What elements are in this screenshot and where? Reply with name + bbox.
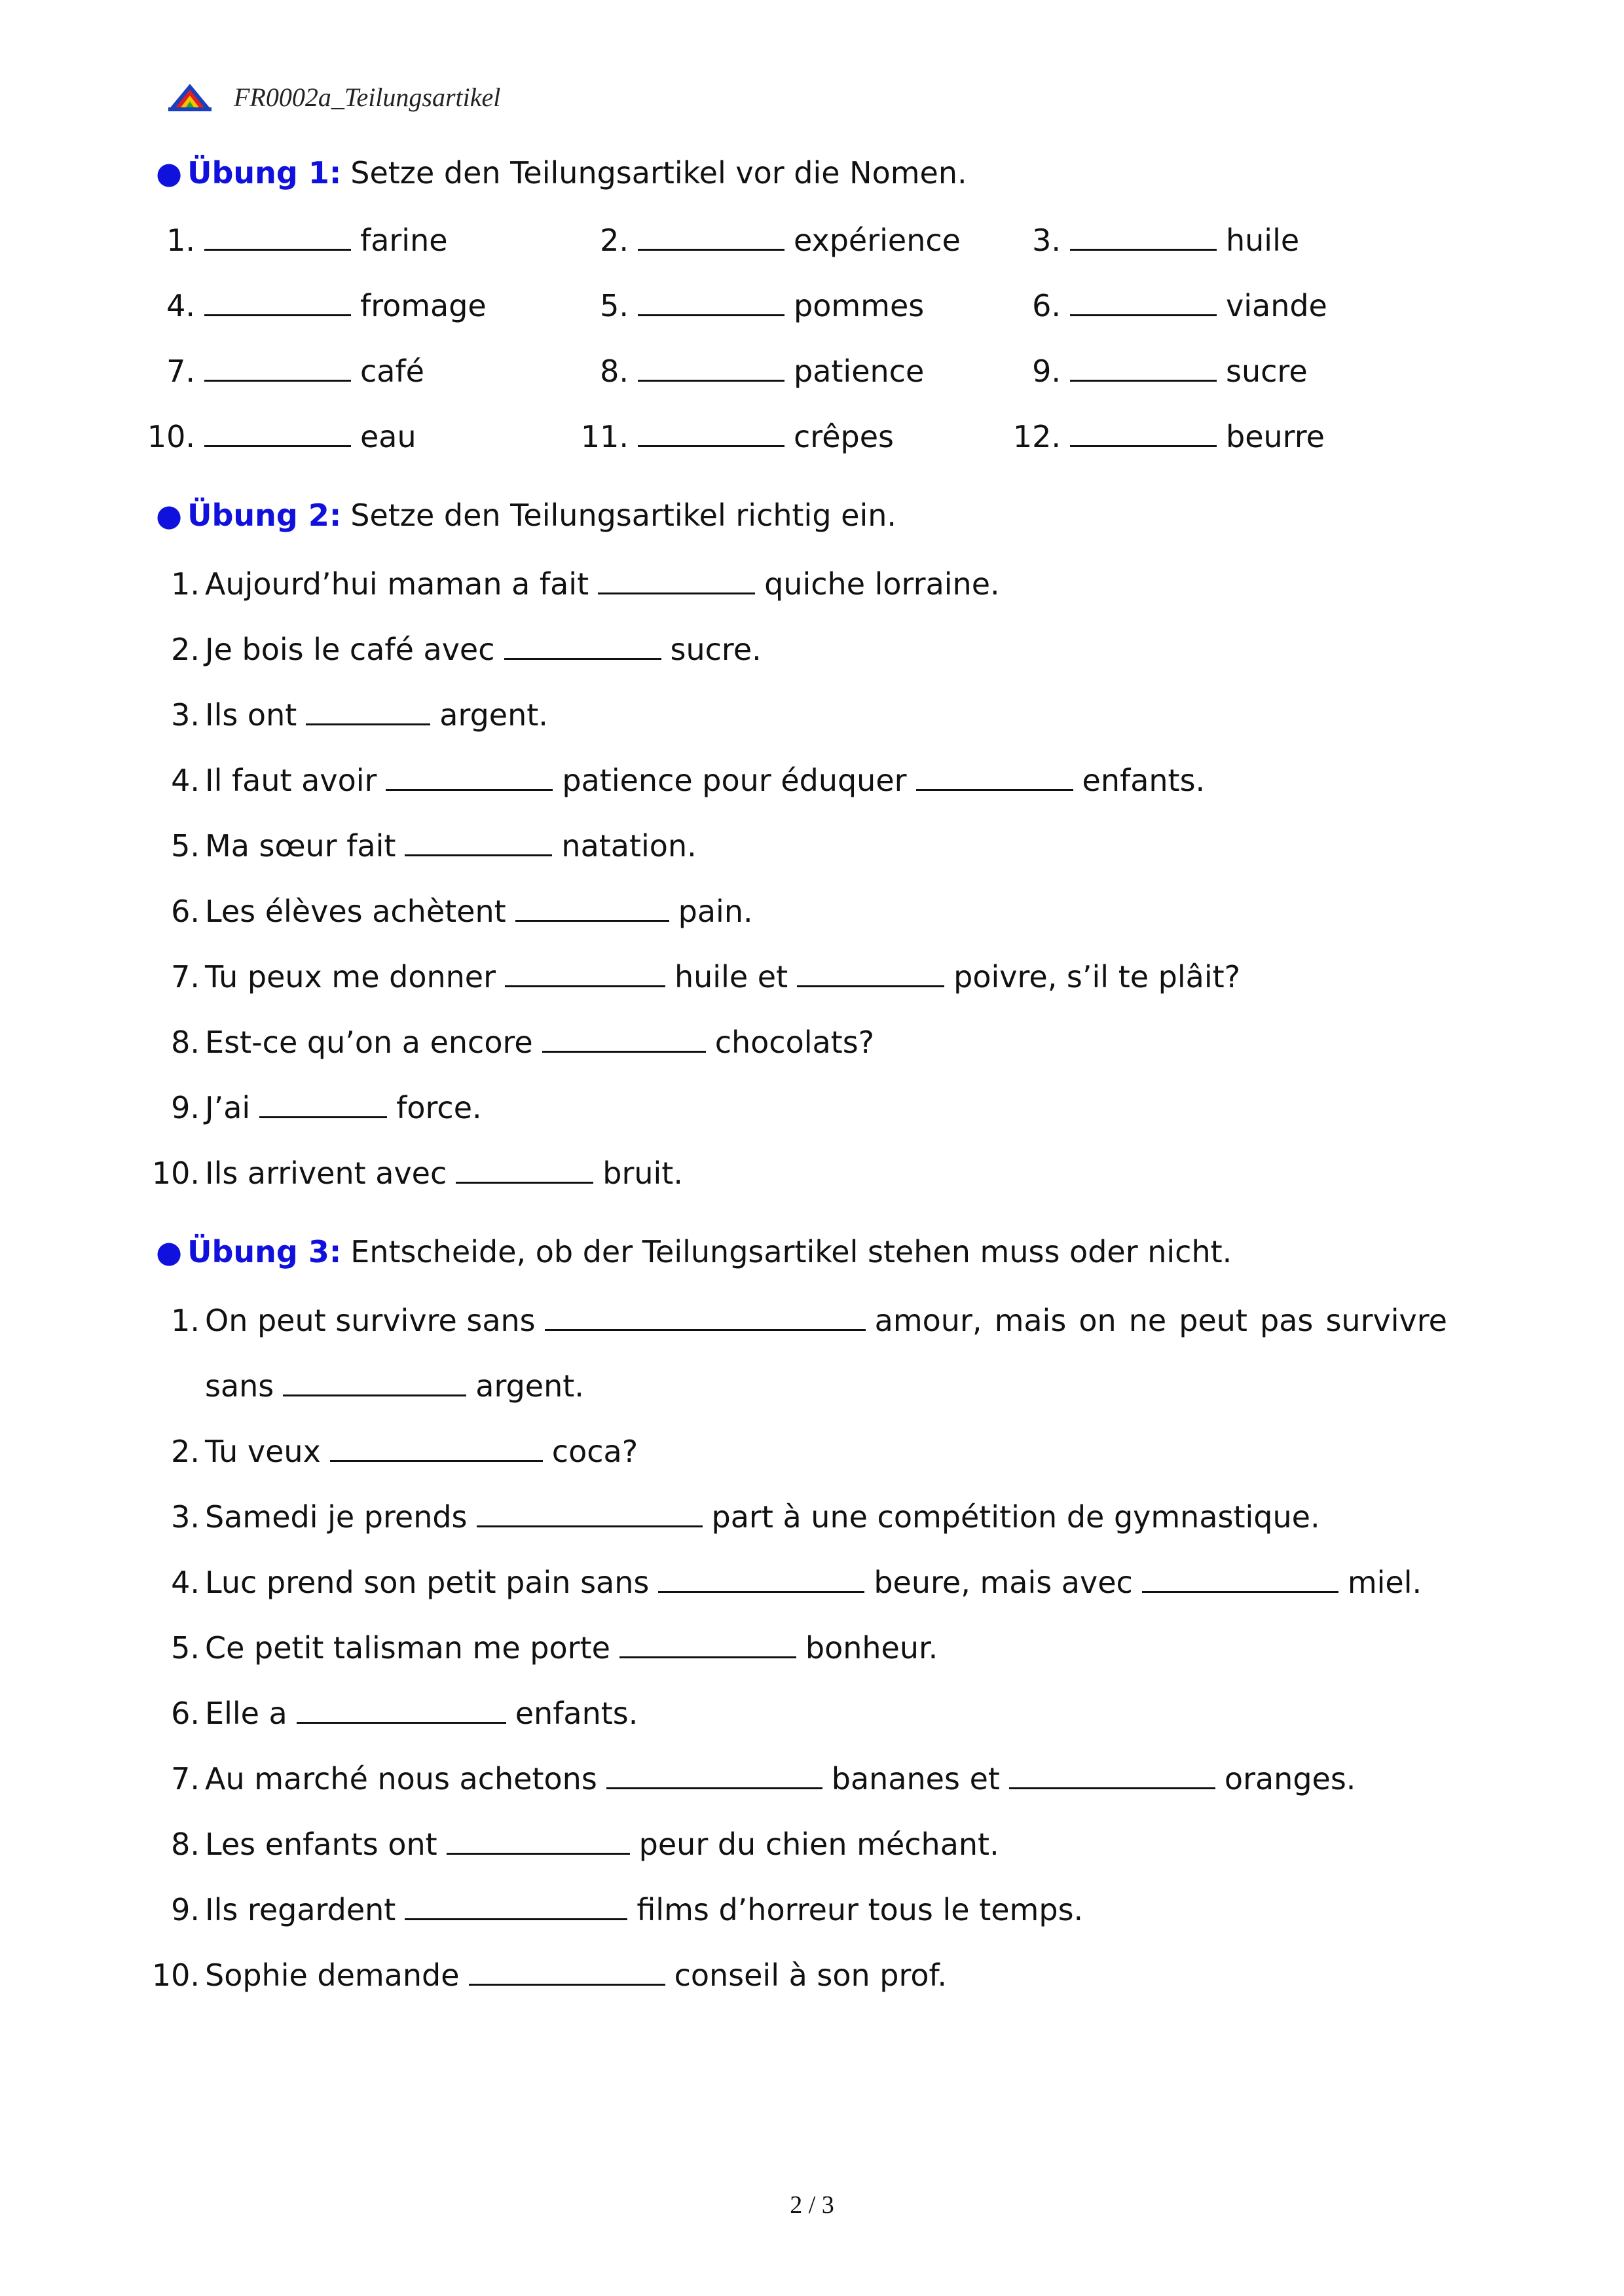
- item-number: 8.: [171, 1827, 200, 1862]
- exercise-2-heading: ● Übung 2: Setze den Teilungsartikel richtig ein.: [156, 498, 897, 533]
- item-number: 8.: [171, 1025, 200, 1060]
- sentence-text: Ce petit talisman me porte: [205, 1630, 610, 1666]
- sentence-text: J’ai: [205, 1090, 251, 1125]
- sentence-word: pas: [1260, 1303, 1314, 1338]
- answer-blank[interactable]: [204, 354, 351, 382]
- item-number: 4.: [171, 1565, 200, 1600]
- answer-blank[interactable]: [297, 1696, 506, 1724]
- exercise-1-item: [143, 223, 448, 258]
- ex3-item: [151, 1958, 947, 1993]
- exercise-1-item: [143, 354, 424, 389]
- sentence-text: Les élèves achètent: [205, 894, 506, 929]
- item-number: 3.: [171, 697, 200, 733]
- document-header: [167, 77, 500, 117]
- sentence-text: oranges.: [1224, 1761, 1356, 1796]
- item-number: 8.: [600, 354, 629, 389]
- sentence-text: Il faut avoir: [205, 763, 377, 798]
- noun-word: patience: [794, 354, 925, 389]
- sentence-text: films d’horreur tous le temps.: [637, 1892, 1084, 1927]
- noun-word: sucre: [1226, 354, 1308, 389]
- ex2-item: [151, 1025, 874, 1060]
- item-number: 10.: [151, 1156, 200, 1191]
- exercise-3-item-1-line-1: 1. On peut survivre sans amour, mais on ne peut pas survivre: [171, 1303, 1447, 1338]
- sentence-text: bonheur.: [805, 1630, 938, 1666]
- sentence-text: chocolats?: [714, 1025, 875, 1060]
- item-number: 9.: [1032, 354, 1061, 389]
- answer-blank[interactable]: [1009, 1761, 1215, 1789]
- sentence-text: huile et: [674, 959, 788, 994]
- answer-blank[interactable]: [1142, 1565, 1338, 1593]
- item-number: 7.: [171, 959, 200, 994]
- item-number: 3.: [1032, 223, 1061, 258]
- bullet-icon: ●: [156, 155, 183, 191]
- item-number: 10.: [147, 419, 195, 454]
- exercise-1-item: [576, 223, 961, 258]
- ex2-item: [151, 763, 1205, 798]
- noun-word: huile: [1226, 223, 1300, 258]
- item-number: 7.: [166, 354, 195, 389]
- answer-blank[interactable]: [1070, 223, 1217, 251]
- answer-blank[interactable]: [204, 419, 351, 447]
- answer-blank[interactable]: [606, 1761, 822, 1789]
- item-number: 3.: [171, 1499, 200, 1535]
- item-number: 4.: [171, 763, 200, 798]
- bullet-icon: ●: [156, 498, 183, 533]
- exercise-1-item: [1008, 223, 1299, 258]
- exercise-3-heading: ● Übung 3: Entscheide, ob der Teilungsartikel stehen muss oder nicht.: [156, 1234, 1232, 1269]
- answer-blank[interactable]: [545, 1303, 866, 1331]
- answer-blank[interactable]: [638, 223, 784, 251]
- sentence-text: patience pour éduquer: [562, 763, 907, 798]
- item-number: 2.: [171, 632, 200, 667]
- sentence-text: peur du chien méchant.: [638, 1827, 999, 1862]
- sentence-text: poivre, s’il te plâit?: [953, 959, 1241, 994]
- answer-blank[interactable]: [456, 1156, 593, 1184]
- sentence-text: Je bois le café avec: [205, 632, 495, 667]
- item-number: 6.: [1032, 288, 1061, 323]
- ex2-item: [151, 566, 1000, 602]
- ex3-item: [151, 1565, 1422, 1600]
- noun-word: fromage: [360, 288, 487, 323]
- item-number: 11.: [580, 419, 629, 454]
- sentence-text: Ils ont: [205, 697, 297, 733]
- noun-word: café: [360, 354, 424, 389]
- sentence-text: enfants.: [515, 1696, 638, 1731]
- noun-word: pommes: [794, 288, 925, 323]
- answer-blank[interactable]: [797, 959, 944, 987]
- ex2-item: [151, 1156, 683, 1191]
- exercise-1-item: [143, 288, 487, 323]
- ex3-item: [151, 1630, 938, 1666]
- sentence-text: Est-ce qu’on a encore: [205, 1025, 533, 1060]
- sentence-text: Tu veux: [205, 1434, 321, 1469]
- sentence-text: Elle a: [205, 1696, 287, 1731]
- sentence-text: Ils arrivent avec: [205, 1156, 447, 1191]
- sentence-text: Sophie demande: [205, 1958, 460, 1993]
- item-number: 2.: [600, 223, 629, 258]
- answer-blank[interactable]: [1070, 419, 1217, 447]
- ex3-item: [151, 1434, 638, 1469]
- sentence-word: mais: [994, 1303, 1067, 1338]
- answer-blank[interactable]: [598, 566, 755, 594]
- ex2-item: [151, 828, 697, 864]
- sentence-word: ne: [1128, 1303, 1167, 1338]
- justified-words: [875, 1303, 1447, 1338]
- sentence-text: miel.: [1347, 1565, 1422, 1600]
- exercise-1-item: [1008, 419, 1325, 454]
- ex3-item: [151, 1499, 1320, 1535]
- sentence-text: sucre.: [670, 632, 762, 667]
- bullet-icon: ●: [156, 1234, 183, 1269]
- answer-blank[interactable]: [204, 223, 351, 251]
- answer-blank[interactable]: [447, 1827, 630, 1855]
- page-number: 2 / 3: [790, 2191, 834, 2219]
- sentence-text: Ils regardent: [205, 1892, 396, 1927]
- ex2-item: [151, 697, 548, 733]
- sentence-text: pain.: [678, 894, 753, 929]
- exercise-1-item: [1008, 288, 1327, 323]
- answer-blank[interactable]: [619, 1630, 796, 1658]
- answer-blank[interactable]: [204, 288, 351, 316]
- sentence-text: Les enfants ont: [205, 1827, 437, 1862]
- exercise-1-heading: ● Übung 1: Setze den Teilungsartikel vor die Nomen.: [156, 155, 967, 191]
- item-number: 5.: [171, 1630, 200, 1666]
- sentence-text: argent.: [439, 697, 548, 733]
- ex3-item: [151, 1827, 999, 1862]
- sentence-word: peut: [1179, 1303, 1247, 1338]
- item-number: 7.: [171, 1761, 200, 1796]
- sentence-text: conseil à son prof.: [674, 1958, 948, 1993]
- sentence-word: amour,: [874, 1303, 982, 1338]
- noun-word: farine: [360, 223, 448, 258]
- answer-blank[interactable]: [306, 697, 430, 725]
- sentence-text: natation.: [561, 828, 697, 864]
- answer-blank[interactable]: [1070, 288, 1217, 316]
- ex3-item: [151, 1761, 1356, 1796]
- answer-blank[interactable]: [405, 1892, 627, 1920]
- sentence-text: Ma sœur fait: [205, 828, 396, 864]
- sentence-text: coca?: [551, 1434, 638, 1469]
- item-number: 2.: [171, 1434, 200, 1469]
- item-number: 10.: [151, 1958, 200, 1993]
- answer-blank[interactable]: [638, 354, 784, 382]
- answer-blank[interactable]: [515, 894, 669, 922]
- noun-word: viande: [1226, 288, 1327, 323]
- sentence-text: Luc prend son petit pain sans: [205, 1565, 650, 1600]
- exercise-1-item: [143, 419, 416, 454]
- sentence-text: enfants.: [1082, 763, 1206, 798]
- sentence-text: part à une compétition de gymnastique.: [711, 1499, 1320, 1535]
- sentence-text: Au marché nous achetons: [205, 1761, 597, 1796]
- ex3-item: [151, 1696, 638, 1731]
- sentence-text: bananes et: [831, 1761, 1000, 1796]
- noun-word: beurre: [1226, 419, 1325, 454]
- answer-blank[interactable]: [1070, 354, 1217, 382]
- sentence-text: Aujourd’hui maman a fait: [205, 566, 589, 602]
- item-number: 9.: [171, 1090, 200, 1125]
- ex2-item: [151, 894, 753, 929]
- sentence-text: bruit.: [602, 1156, 683, 1191]
- answer-blank[interactable]: [542, 1025, 706, 1053]
- noun-word: expérience: [794, 223, 961, 258]
- exercise-1-item: [1008, 354, 1308, 389]
- item-number: 1.: [171, 566, 200, 602]
- item-number: 12.: [1012, 419, 1061, 454]
- answer-blank[interactable]: [477, 1499, 703, 1527]
- answer-blank[interactable]: [405, 828, 552, 856]
- document-title: FR0002a_Teilungsartikel: [234, 82, 501, 112]
- item-number: 6.: [171, 894, 200, 929]
- answer-blank[interactable]: [330, 1434, 543, 1462]
- item-number: 5.: [600, 288, 629, 323]
- answer-blank[interactable]: [658, 1565, 864, 1593]
- exercise-1-item: [576, 419, 894, 454]
- answer-blank[interactable]: [504, 632, 661, 660]
- ex2-item: [151, 959, 1240, 994]
- ex2-item: [151, 1090, 482, 1125]
- item-number: 5.: [171, 828, 200, 864]
- rainbow-mountain-logo-icon: [167, 81, 213, 113]
- item-number: 9.: [171, 1892, 200, 1927]
- answer-blank[interactable]: [259, 1090, 387, 1118]
- answer-blank[interactable]: [638, 419, 784, 447]
- answer-blank[interactable]: [469, 1958, 665, 1986]
- ex3-item: [151, 1892, 1083, 1927]
- answer-blank[interactable]: [505, 959, 665, 987]
- sentence-word: survivre: [1325, 1303, 1447, 1338]
- exercise-1-item: [576, 354, 924, 389]
- ex2-item: [151, 632, 762, 667]
- answer-blank[interactable]: [283, 1368, 466, 1396]
- exercise-1-item: [576, 288, 924, 323]
- exercise-3-item-1-line-2: sans argent.: [205, 1368, 584, 1404]
- sentence-text: quiche lorraine.: [764, 566, 1000, 602]
- noun-word: crêpes: [794, 419, 894, 454]
- sentence-text: beure, mais avec: [874, 1565, 1133, 1600]
- answer-blank[interactable]: [916, 763, 1073, 791]
- sentence-word: on: [1079, 1303, 1116, 1338]
- sentence-text: force.: [396, 1090, 482, 1125]
- noun-word: eau: [360, 419, 416, 454]
- item-number: 4.: [166, 288, 195, 323]
- item-number: 6.: [171, 1696, 200, 1731]
- answer-blank[interactable]: [386, 763, 553, 791]
- item-number: 1.: [166, 223, 195, 258]
- sentence-text: Tu peux me donner: [205, 959, 496, 994]
- sentence-text: Samedi je prends: [205, 1499, 468, 1535]
- answer-blank[interactable]: [638, 288, 784, 316]
